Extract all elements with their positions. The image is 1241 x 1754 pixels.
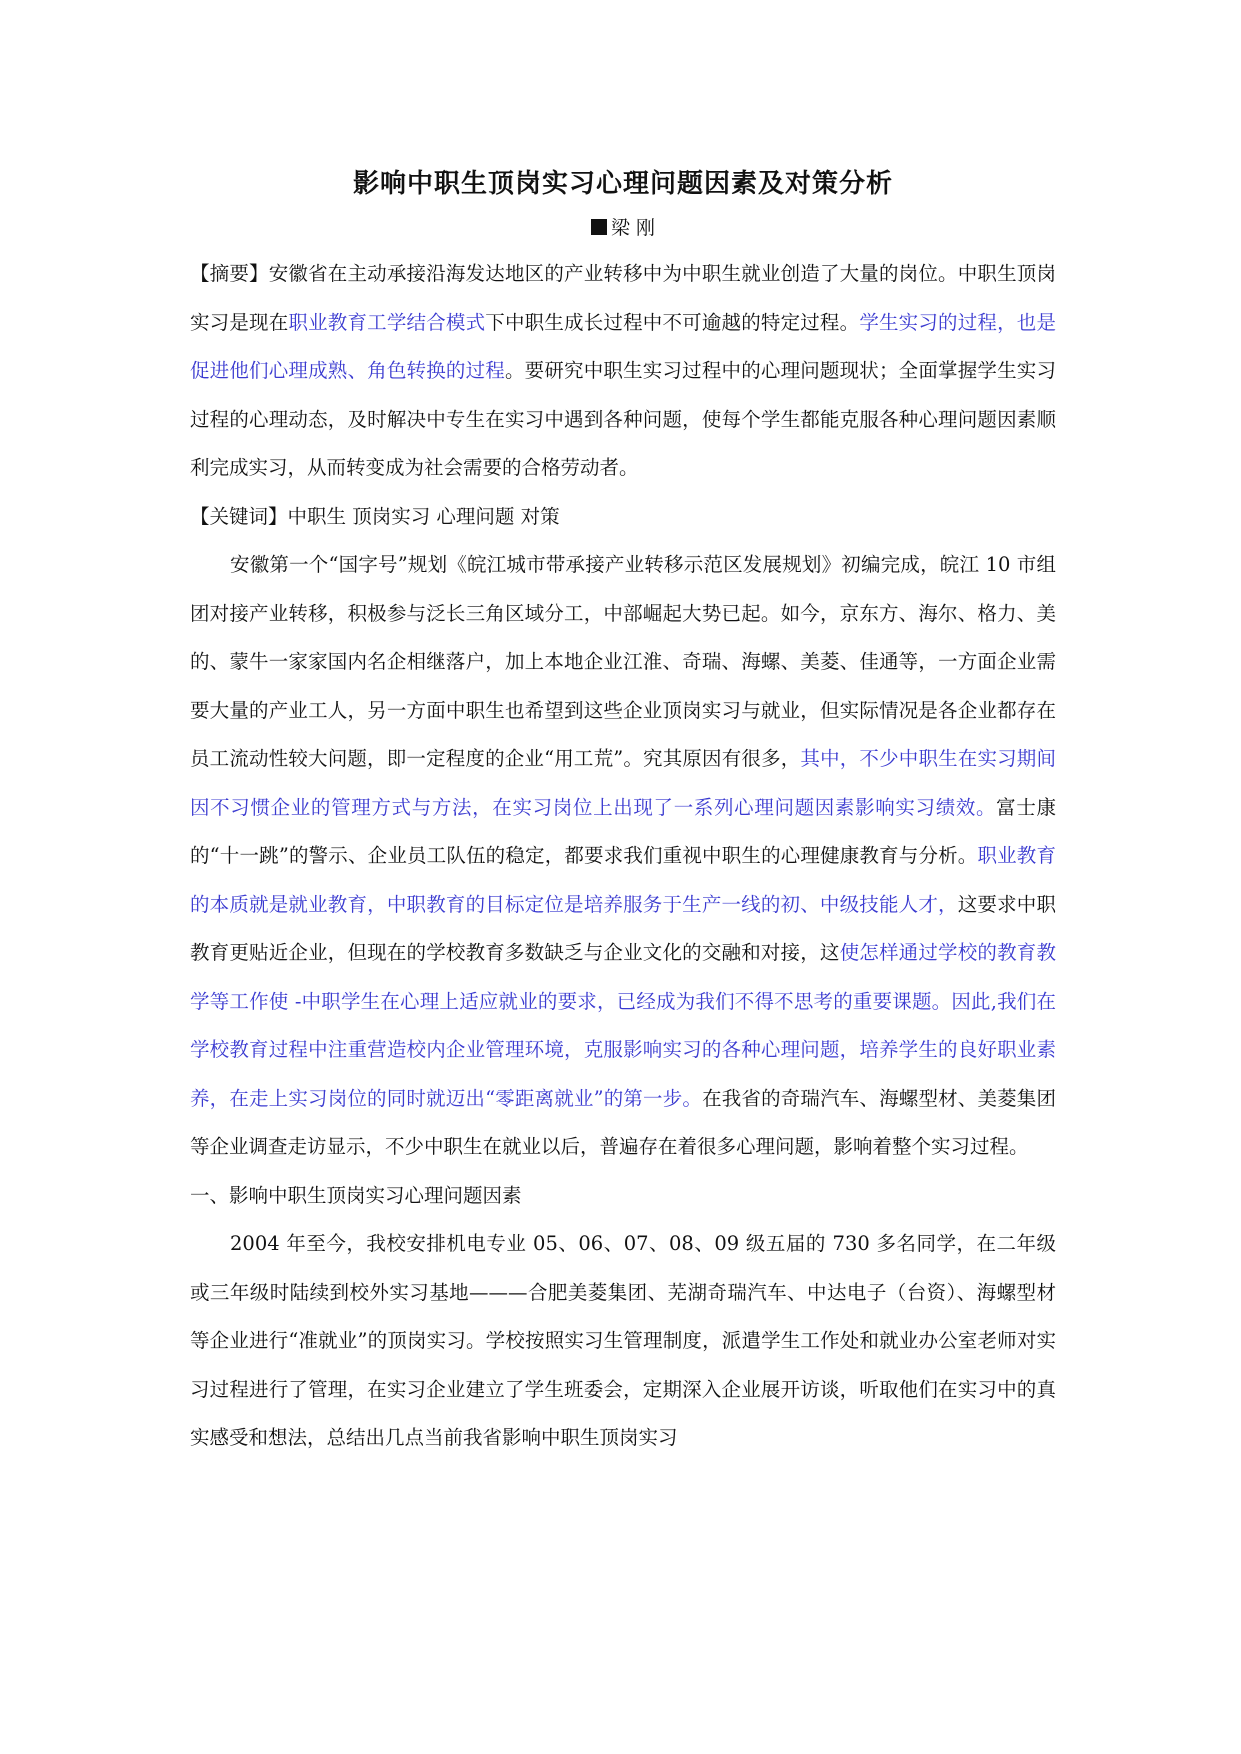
keywords-label: 【关键词】 xyxy=(190,504,288,528)
abstract-label: 【摘要】 xyxy=(190,262,269,285)
intro-paragraph xyxy=(190,541,1056,1172)
abstract-highlight: 学生实习的过程，也是促进他们心理成熟、角色转换的过程 xyxy=(190,310,1056,382)
intro-highlight: 其中，不少中职生在实习期间因不习惯企业的管理方式与方法，在实习岗位上出现了一系列心理问题因素影响实习绩效。 xyxy=(190,747,1056,819)
intro-segment: 富士康的“十一跳”的警示、企业员工队伍的稳定，都要求我们重视中职生的心理健康教育与分析。 xyxy=(190,795,1056,867)
intro-segment: 安徽第一个“国字号”规划《皖江城市带承接产业转移示范区发展规划》初编完成，皖江 10 市组团对接产业转移，积极参与泛长三角区域分工，中部崛起大势已起。如今，京东方、海尔、格力、美的、蒙牛一家家国内名企相继落户，加上本地企业江淮、奇瑞、海螺、美菱、佳通等，一方面企业需要大量的产业工人，另一方面中职生也希望到这些企业顶岗实习与就业，但实际情况是各企业都存在员工流动性较大问题，即一定程度的企业“用工荒”。究其原因有很多， xyxy=(190,553,1056,770)
abstract-text xyxy=(190,262,1056,479)
document-title: 影响中职生顶岗实习心理问题因素及对策分析 xyxy=(352,169,893,199)
abstract-highlight: 职业教育工学结合模式 xyxy=(288,310,486,334)
intro-segment: 这要求中职教育更贴近企业，但现在的学校教育多数缺乏与企业文化的交融和对接，这 xyxy=(190,892,1056,964)
author-name: 梁 刚 xyxy=(610,217,656,239)
author-bullet-icon xyxy=(591,219,607,235)
abstract-segment: 安徽省在主动承接沿海发达地区的产业转移中为中职生就业创造了大量的岗位。中职生顶岗实习是现在 xyxy=(190,262,1056,334)
abstract-segment: 下中职生成长过程中不可逾越的特定过程。 xyxy=(485,310,860,334)
document-body xyxy=(190,158,1056,1463)
section-paragraph: 2004 年至今，我校安排机电专业 05、06、07、08、09 级五届的 730 多名同学，在二年级或三年级时陆续到校外实习基地———合肥美菱集团、芜湖奇瑞汽车、中达电子（台资）、海螺型材等企业进行“准就业”的顶岗实习。学校按照实习生管理制度，派遣学生工作处和就业办公室老师对实习过程进行了管理，在实习企业建立了学生班委会，定期深入企业展开访谈，听取他们在实习中的真实感受和想法，总结出几点当前我省影响中职生顶岗实习 xyxy=(190,1232,1056,1449)
keywords-paragraph xyxy=(190,493,1056,542)
section-heading: 一、影响中职生顶岗实习心理问题因素 xyxy=(190,1183,522,1207)
author-line xyxy=(190,210,1056,250)
keywords-text: 中职生 顶岗实习 心理问题 对策 xyxy=(287,504,560,528)
intro-highlight: 职业教育的本质就是就业教育，中职教育的目标定位是培养服务于生产一线的初、中级技能人才， xyxy=(190,844,1056,916)
abstract-segment: 。要研究中职生实习过程中的心理问题现状；全面掌握学生实习过程的心理动态，及时解决中专生在实习中遇到各种问题，使每个学生都能克服各种心理问题因素顺利完成实习，从而转变成为社会需要的合格劳动者。 xyxy=(190,359,1056,479)
intro-segment: 在我省的奇瑞汽车、海螺型材、美菱集团等企业调查走访显示，不少中职生在就业以后，普遍存在着很多心理问题，影响着整个实习过程。 xyxy=(190,1086,1056,1158)
abstract-paragraph xyxy=(190,250,1056,493)
intro-highlight: 使怎样通过学校的教育教学等工作使 -中职学生在心理上适应就业的要求，已经成为我们不得不思考的重要课题。因此,我们在学校教育过程中注重营造校内企业管理环境，克服影响实习的各种心理问题，培养学生的良好职业素养，在走上实习岗位的同时就迈出“零距离就业”的第一步。 xyxy=(190,941,1056,1110)
